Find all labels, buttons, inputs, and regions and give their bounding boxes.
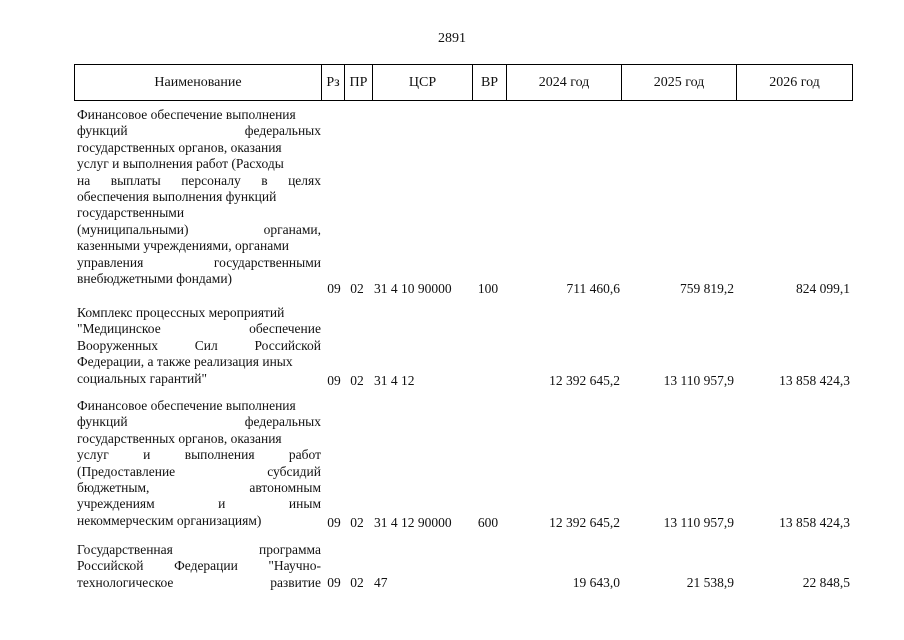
cell-2024: 711 460,6	[566, 281, 620, 296]
name-line: (Предоставление субсидий	[77, 463, 321, 479]
name-line: государственных органов, оказания	[77, 139, 282, 155]
name-line: государственными	[77, 205, 185, 221]
name-line: Российской Федерации "Научно-	[77, 558, 321, 574]
cell-vr: 600	[477, 515, 499, 530]
cell-rz: 09	[327, 515, 341, 530]
header-2026: 2026 год	[769, 75, 820, 90]
cell-csr: 47	[374, 575, 388, 590]
name-line: некоммерческим организациям)	[77, 512, 262, 528]
name-line: услуг и выполнения работ (Расходы	[77, 156, 284, 172]
header-csr: ЦСР	[408, 75, 437, 90]
name-line: Вооруженных Сил Российской	[77, 337, 321, 353]
name-line: казенными учреждениями, органами	[77, 238, 289, 254]
cell-2026: 13 858 424,3	[779, 373, 850, 388]
cell-vr: 100	[477, 281, 499, 296]
cell-2024: 19 643,0	[572, 575, 620, 590]
cell-pr: 02	[350, 373, 364, 388]
name-line: на выплаты персоналу в целях	[77, 172, 321, 188]
header-2025: 2025 год	[653, 75, 705, 90]
cell-2025: 759 819,2	[680, 281, 734, 296]
name-line: Комплекс процессных мероприятий	[77, 305, 285, 320]
cell-csr: 31 4 12 90000	[374, 515, 452, 530]
cell-rz: 09	[327, 373, 341, 388]
cell-2025: 13 110 957,9	[663, 373, 734, 388]
cell-rz: 09	[327, 281, 341, 296]
cell-2024: 12 392 645,2	[549, 515, 620, 530]
name-line: услуг и выполнения работ	[77, 447, 321, 463]
cell-rz: 09	[327, 575, 341, 590]
name-line: технологическое развитие	[77, 574, 321, 590]
row-name	[77, 542, 321, 591]
name-line: (муниципальными) органами,	[77, 221, 321, 237]
cell-csr: 31 4 12	[374, 373, 415, 388]
page-number: 2891	[438, 31, 466, 46]
name-line: бюджетным, автономным	[77, 479, 321, 495]
header-name: Наименование	[154, 75, 242, 90]
name-line: внебюджетными фондами)	[77, 270, 233, 286]
cell-2025: 21 538,9	[686, 575, 734, 590]
name-line: управления государственными	[77, 254, 321, 270]
cell-2026: 13 858 424,3	[779, 515, 850, 530]
row-name	[77, 107, 321, 287]
name-line: функций федеральных	[77, 123, 321, 139]
cell-pr: 02	[350, 575, 364, 590]
name-line: функций федеральных	[77, 414, 321, 430]
row-name	[77, 305, 321, 387]
cell-pr: 02	[350, 281, 364, 296]
cell-pr: 02	[350, 515, 364, 530]
name-line: "Медицинское обеспечение	[77, 321, 321, 337]
header-pr: ПР	[349, 75, 368, 90]
header-vr: ВР	[480, 75, 499, 90]
name-line: Финансовое обеспечение выполнения	[77, 398, 296, 413]
cell-2026: 22 848,5	[802, 575, 850, 590]
name-line: социальных гарантий"	[77, 370, 207, 386]
cell-csr: 31 4 10 90000	[374, 281, 452, 296]
name-line: Государственная программа	[77, 542, 321, 557]
header-rz: Рз	[326, 75, 340, 90]
name-line: Финансовое обеспечение выполнения	[77, 107, 296, 122]
name-line: Федерации, а также реализация иных	[77, 354, 293, 370]
table-header	[74, 64, 853, 101]
row-name	[77, 398, 321, 529]
cell-2026: 824 099,1	[796, 281, 850, 296]
name-line: обеспечения выполнения функций	[77, 188, 277, 204]
cell-2024: 12 392 645,2	[549, 373, 620, 388]
name-line: учреждениям и иным	[77, 496, 321, 512]
name-line: государственных органов, оказания	[77, 430, 282, 446]
cell-2025: 13 110 957,9	[663, 515, 734, 530]
header-2024: 2024 год	[538, 75, 590, 90]
